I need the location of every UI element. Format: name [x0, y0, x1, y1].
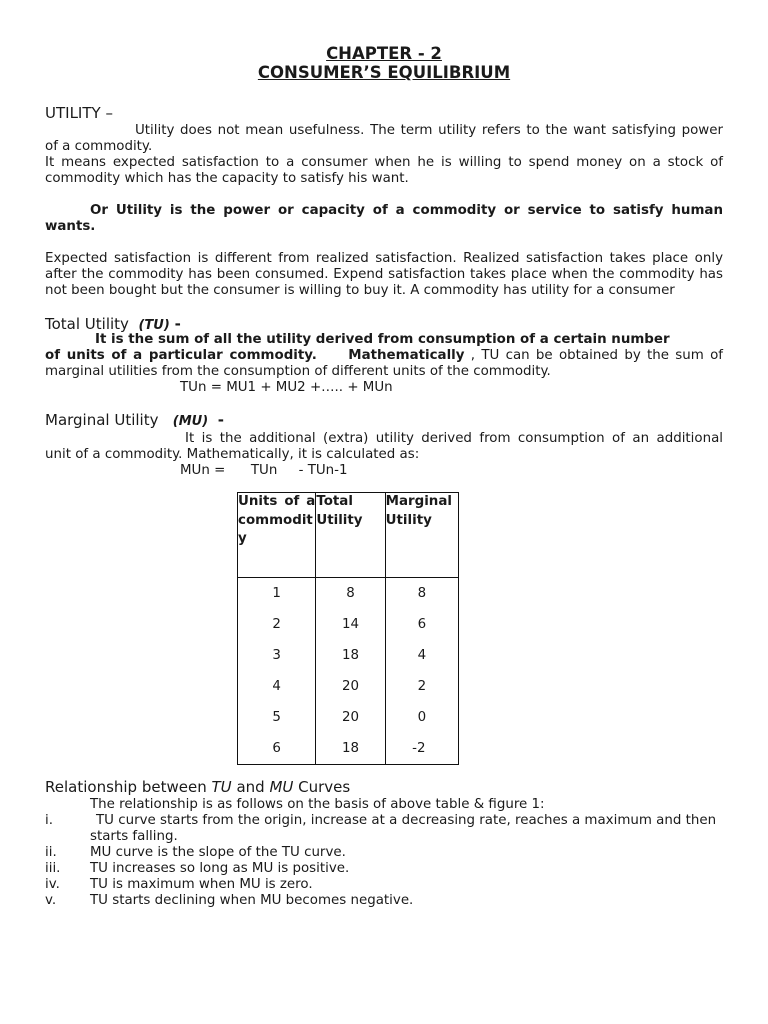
marginal-utility-def-2: unit of a commodity. Mathematically, it is calculated as:: [45, 447, 420, 462]
utility-para-1b: of a commodity.: [45, 139, 153, 154]
mathematically-label: Mathematically: [348, 348, 465, 363]
table-cell: 2: [272, 617, 281, 632]
total-utility-title: Total Utility: [45, 315, 129, 333]
marginal-utility-formula: MUn = TUn - TUn-1: [180, 463, 348, 478]
total-utility-def-2-text: of units of a particular commodity.: [45, 348, 317, 363]
list-text: MU curve is the slope of the TU curve.: [90, 845, 346, 860]
table-cell: 8: [417, 586, 427, 601]
list-text: TU starts declining when MU becomes negative.: [90, 893, 414, 908]
utility-definition: Or Utility is the power or capacity of a commodity or service to satisfy human wants.: [45, 203, 723, 234]
list-number: ii.: [45, 845, 57, 860]
utility-heading: UTILITY –: [45, 104, 113, 122]
total-utility-rest: , TU can be obtained by the sum of marginal utilities from the consumption of different units of the commodity.: [45, 348, 723, 379]
relationship-tu: TU: [211, 778, 232, 796]
table-cell: 5: [272, 710, 281, 725]
units-column: [238, 578, 316, 765]
list-item: [45, 813, 723, 845]
header-units: Units of a commodity: [238, 493, 316, 578]
list-text: TU curve starts from the origin, increase at a decreasing rate, reaches a maximum and then starts falling.: [90, 813, 717, 844]
table-cell: 14: [341, 617, 360, 632]
list-number: i.: [45, 813, 53, 828]
utility-table: [237, 492, 459, 765]
table-cell: 6: [417, 617, 427, 632]
relationship-section: [45, 778, 723, 909]
table-cell: 2: [417, 679, 427, 694]
total-utility-column: [316, 578, 385, 765]
utility-para-2: It means expected satisfaction to a consumer when he is willing to spend money on a stock of commodity which has the capacity to satisfy his want.: [45, 155, 723, 186]
utility-para-4: Expected satisfaction is different from realized satisfaction. Realized satisfaction takes place only after the commodity has been consumed. Expend satisfaction takes place when the commodity has not been bought but the consumer is willing to buy it. A commodity has utility for a consumer: [45, 251, 723, 298]
list-text: TU is maximum when MU is zero.: [90, 877, 313, 892]
list-text: TU increases so long as MU is positive.: [90, 861, 350, 876]
table-cell: 0: [417, 710, 427, 725]
total-utility-abbr: (TU): [138, 318, 170, 333]
table-cell: 4: [272, 679, 281, 694]
total-utility-def-2: [45, 348, 723, 380]
relationship-mu: MU: [269, 778, 294, 796]
table-cell: 8: [346, 586, 355, 601]
list-item: [45, 893, 723, 909]
total-utility-dash: -: [174, 315, 181, 333]
list-item: [45, 845, 723, 861]
table-cell: -2: [412, 741, 426, 756]
table-header-row: [238, 493, 459, 578]
table-cell: 18: [341, 741, 360, 756]
total-utility-formula: TUn = MU1 + MU2 +….. + MUn: [180, 380, 393, 395]
relationship-title-3: Curves: [298, 778, 351, 796]
list-item: [45, 861, 723, 877]
relationship-title-2: and: [236, 778, 265, 796]
marginal-utility-heading: [45, 411, 723, 431]
header-total-utility: Total Utility: [316, 493, 385, 578]
list-item: [45, 877, 723, 893]
table-cell: 3: [272, 648, 281, 663]
marginal-utility-dash: -: [217, 411, 224, 429]
table-cell: 20: [341, 710, 360, 725]
total-utility-def-1: It is the sum of all the utility derived from consumption of a certain number: [95, 332, 670, 347]
chapter-number: CHAPTER - 2: [326, 44, 442, 63]
header-marginal-utility: Marginal Utility: [385, 493, 458, 578]
list-number: v.: [45, 893, 57, 908]
marginal-utility-column: [385, 578, 458, 765]
table-cell: 20: [341, 679, 360, 694]
chapter-title: CONSUMER’S EQUILIBRIUM: [257, 63, 511, 82]
table-cell: 4: [417, 648, 427, 663]
list-number: iv.: [45, 877, 60, 892]
marginal-utility-def-1: It is the additional (extra) utility derived from consumption of an additional: [185, 431, 723, 446]
table-cell: 6: [272, 741, 281, 756]
relationship-title-1: Relationship between: [45, 778, 207, 796]
table-cell: 1: [272, 586, 281, 601]
table-cell: 18: [341, 648, 360, 663]
list-number: iii.: [45, 861, 61, 876]
marginal-utility-title: Marginal Utility: [45, 411, 159, 429]
document-page: [45, 44, 723, 908]
relationship-intro: The relationship is as follows on the basis of above table & figure 1:: [90, 797, 545, 812]
marginal-utility-abbr: (MU): [172, 414, 209, 429]
table-body: [238, 578, 459, 765]
utility-para-1a: Utility does not mean usefulness. The term utility refers to the want satisfying power: [135, 123, 723, 138]
relationship-heading: [45, 778, 723, 797]
